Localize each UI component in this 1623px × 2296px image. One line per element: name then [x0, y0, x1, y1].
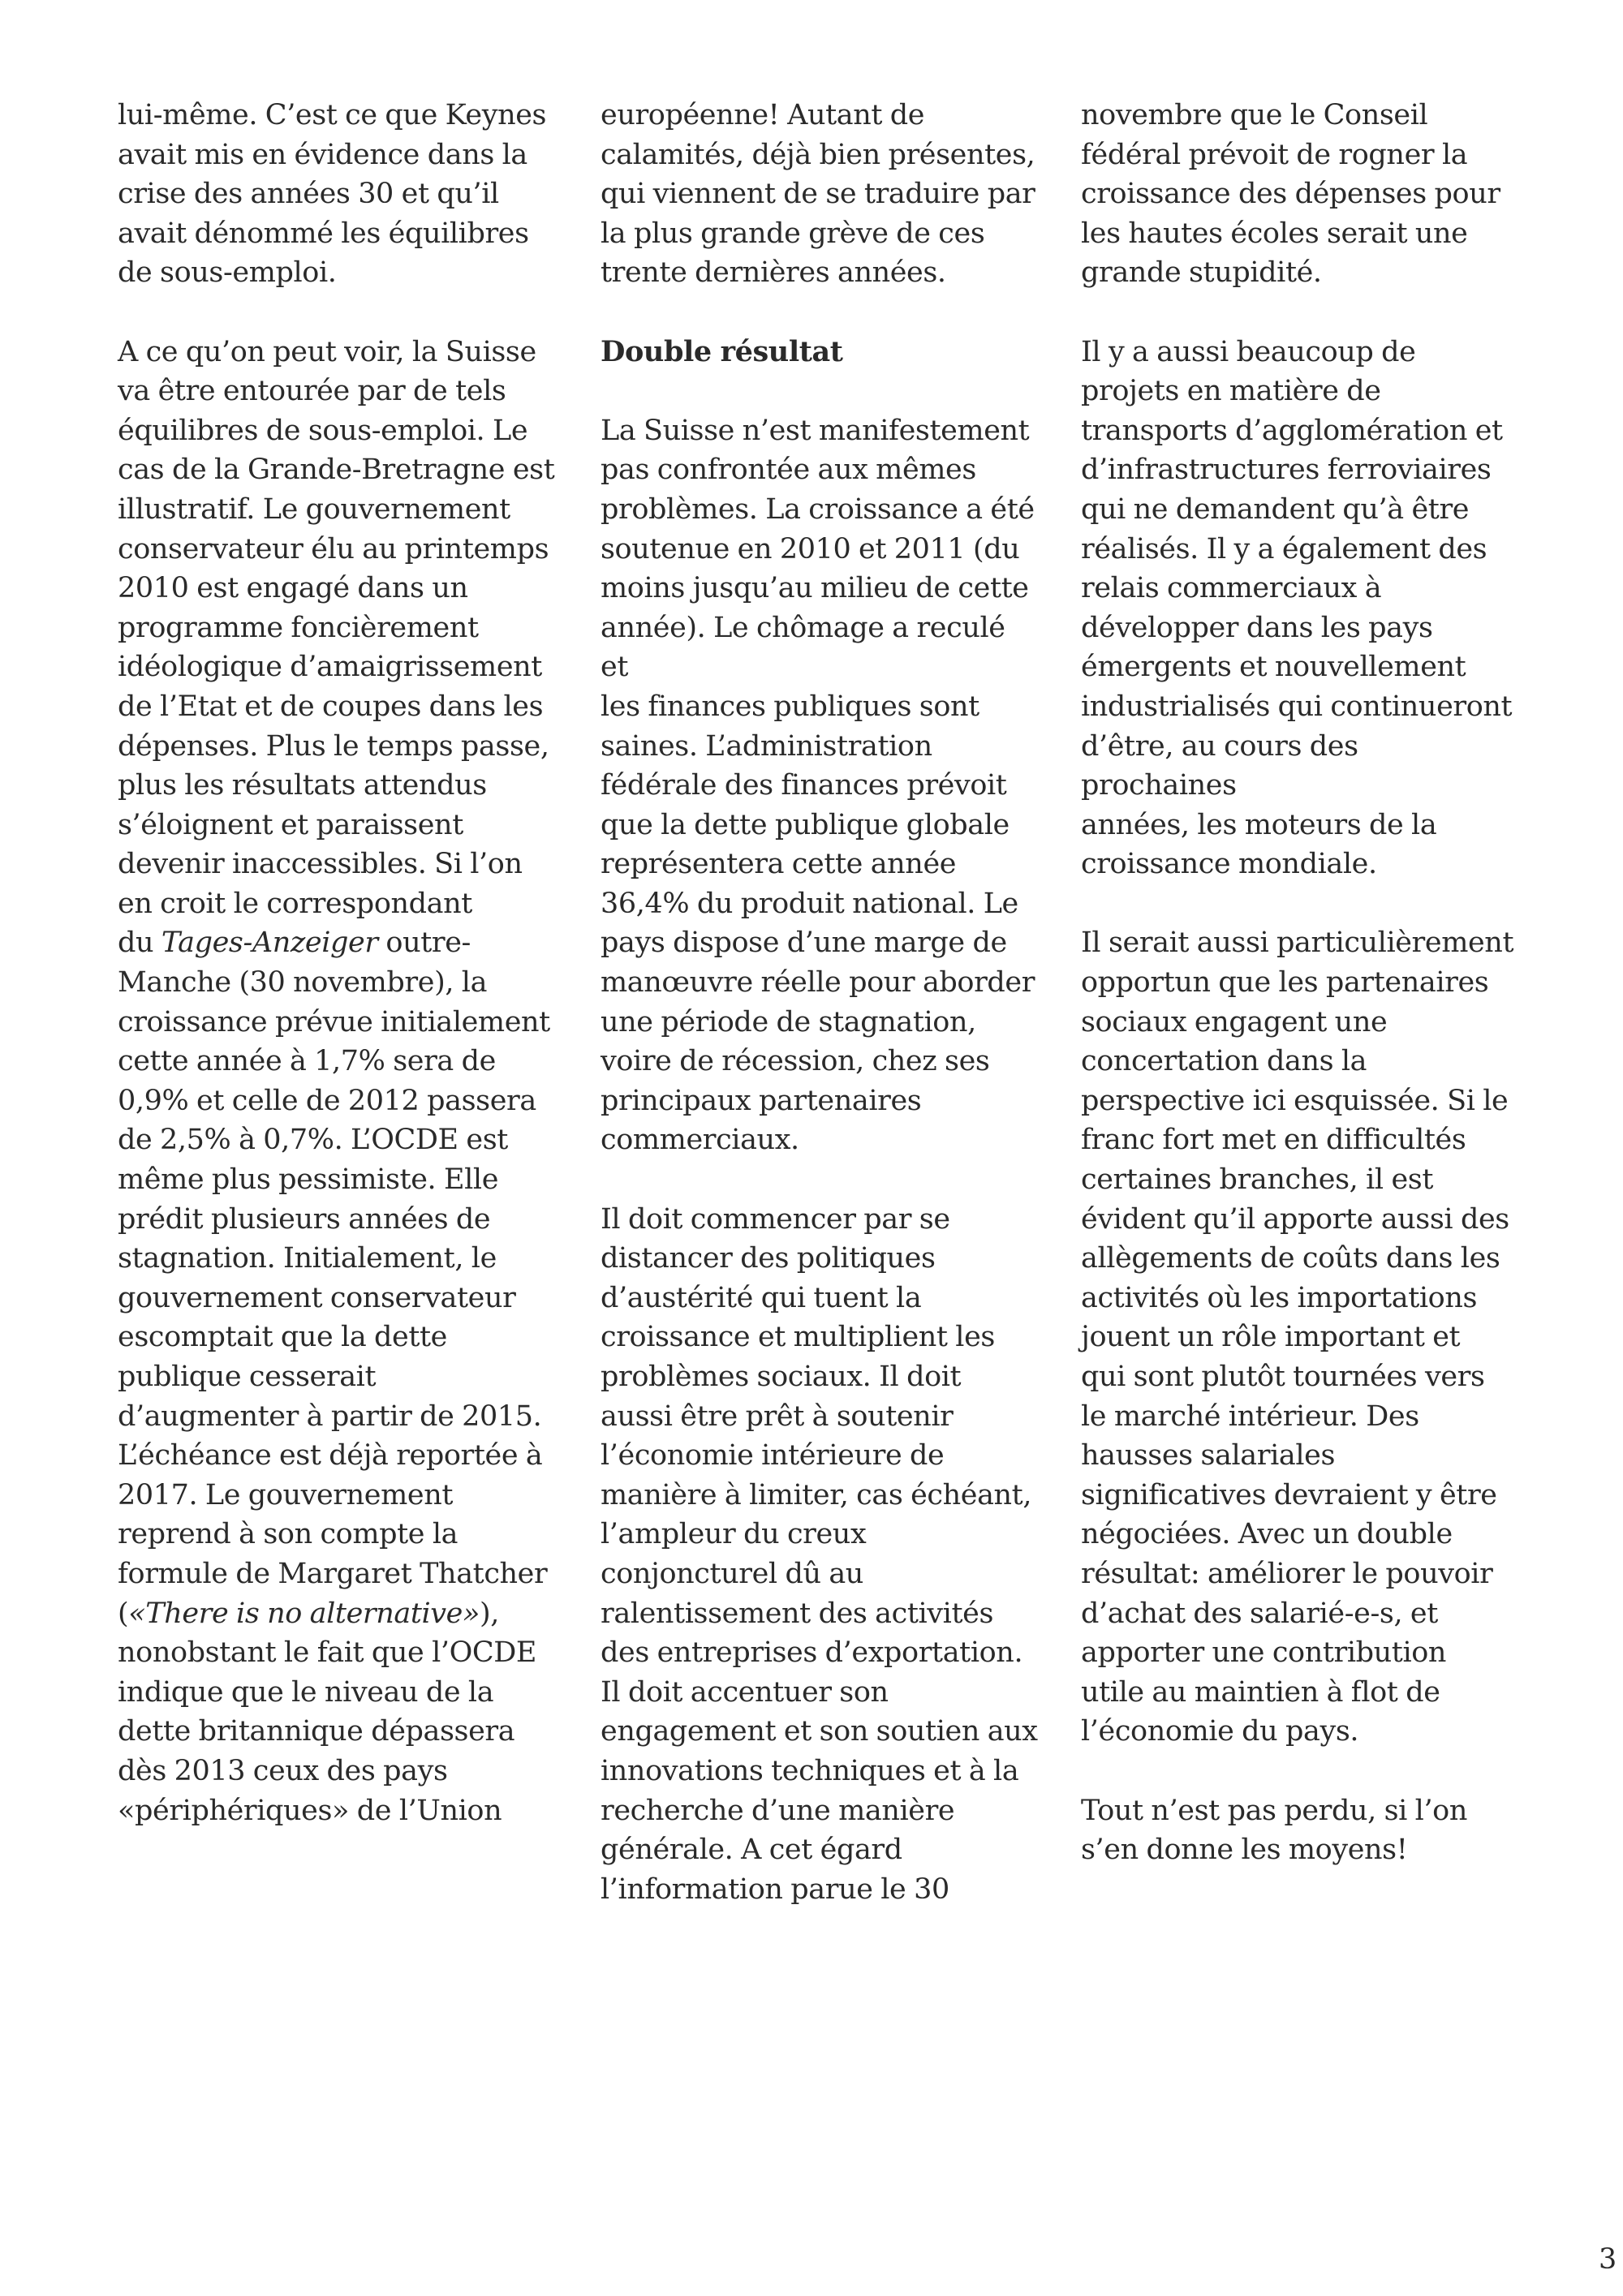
paragraph: [1081, 923, 1519, 1751]
text-run: Double résultat: [601, 334, 843, 368]
text-run: Il doit commencer par se distancer des politiques d’austérité qui tuent la croissance et multiplient les problèmes sociaux. Il doit aussi être prêt à soutenir l’économie intérieure de manière à limiter, cas échéant, l’ampleur du creux conjoncturel dû au ralentissement des activités des entreprises d’exportation. Il doit accentuer son engagement et son soutien aux innovations techniques et à la recherche d’une manière générale. A cet égard l’information parue le 30: [601, 1202, 1038, 1906]
paragraph: [118, 333, 556, 1831]
text-run: ), nonobstant le fait que l’OCDE indique que le niveau de la dette britannique dépassera dès 2013 ceux des pays «périphériques» de l’Union: [118, 1597, 537, 1827]
text-run: lui-même. C’est ce que Keynes avait mis en évidence dans la crise des années 30 et qu’il avait dénommé les équilibres de sous-emploi.: [118, 99, 547, 290]
page-number: 3: [1599, 2243, 1617, 2276]
paragraph: [1081, 333, 1519, 884]
text-run: novembre que le Conseil fédéral prévoit de rogner la croissance des dépenses pour les hautes écoles serait une grande stupidité.: [1081, 99, 1500, 290]
text-run: Il serait aussi particulièrement opportun que les partenaires sociaux engagent une concertation dans la perspective ici esquissée. Si le franc fort met en difficultés certaines branches, il est évident qu’il apporte aussi des allègements de coûts dans les activités où les importations jouent un rôle important et qui sont plutôt tournées vers le marché intérieur. Des hausses salariales significatives devraient y être négociées. Avec un double résultat: améliorer le pouvoir d’achat des salarié-e-s, et apporter une contribution utile au maintien à flot de l’économie du pays.: [1081, 927, 1514, 1748]
text-run: Il y a aussi beaucoup de projets en matière de transports d’agglomération et d’infrastructures ferroviaires qui ne demandent qu’à être réalisés. Il y a également des relais commerciaux à développer dans les pays émergents et nouvellement industrialisés qui continueront d’être, au cours des prochaines années, les moteurs de la croissance mondiale.: [1081, 335, 1513, 881]
italic-text: «There is no alternative»: [128, 1597, 480, 1630]
text-column-1: [118, 96, 556, 1870]
italic-text: Tages-Anzeiger: [161, 927, 378, 960]
paragraph: [1081, 96, 1519, 293]
text-run: européenne! Autant de calamités, déjà bien présentes, qui viennent de se traduire par la plus grande grève de ces trente dernières années.: [601, 99, 1035, 290]
text-run: Tout n’est pas perdu, si l’on s’en donne les moyens!: [1081, 1794, 1467, 1867]
text-column-3: [1081, 96, 1519, 1909]
paragraph: [1081, 1791, 1519, 1870]
text-run: outre- Manche (30 novembre), la croissance prévue initialement cette année à 1,7% sera de 0,9% et celle de 2012 passera de 2,5% à 0,7%. L’OCDE est même plus pessimiste. Elle prédit plusieurs années de stagnation. Initialement, le gouvernement conservateur escomptait que la dette publique cesserait d’augmenter à partir de 2015. L’échéance est déjà reportée à 2017. Le gouvernement reprend à son compte la formule de Margaret Thatcher (: [118, 927, 550, 1630]
paragraph: [601, 411, 1039, 1160]
text-run: La Suisse n’est manifestement pas confrontée aux mêmes problèmes. La croissance a été soutenue en 2010 et 2011 (du moins jusqu’au milieu de cette année). Le chômage a reculé et les finances publiques sont saines. L’administration fédérale des finances prévoit que la dette publique globale représentera cette année 36,4% du produit national. Le pays dispose d’une marge de manœuvre réelle pour aborder une période de stagnation, voire de récession, chez ses principaux partenaires commerciaux.: [601, 414, 1035, 1157]
paragraph: [601, 96, 1039, 293]
paragraph: [118, 96, 556, 293]
text-column-2: [601, 96, 1039, 1949]
paragraph: [601, 1200, 1039, 1910]
text-run: A ce qu’on peut voir, la Suisse va être entourée par de tels équilibres de sous-emploi. Le cas de la Grande-Bretragne est illustratif. Le gouvernement conservateur élu au printemps 2010 est engagé dans un programme foncièrement idéologique d’amaigrissement de l’Etat et de coupes dans les dépenses. Plus le temps passe, plus les résultats attendus s’éloignent et paraissent devenir inaccessibles. Si l’on en croit le correspondant du: [118, 335, 555, 960]
section-heading: [601, 333, 1039, 372]
